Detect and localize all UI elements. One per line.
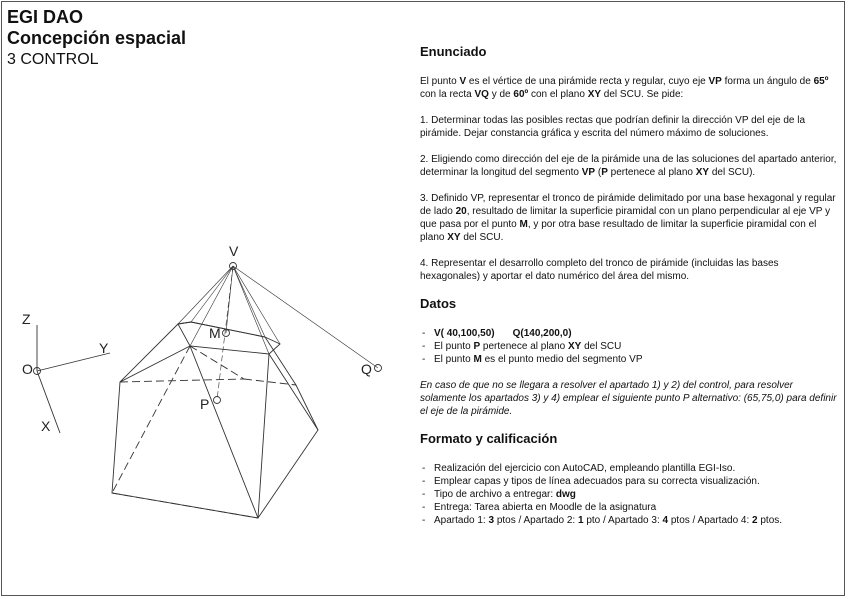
formato-item: - Tipo de archivo a entregar: dwg [420, 488, 840, 501]
apex-line-5 [233, 266, 269, 354]
formato-item: - Emplear capas y tipos de línea adecuados para su correcta visualización. [420, 475, 840, 488]
point-p-marker [214, 397, 221, 404]
enunciado-heading: Enunciado [420, 44, 487, 59]
course-title: EGI DAO [7, 7, 84, 27]
exam-title: 3 CONTROL [7, 51, 99, 68]
label-v: V [229, 243, 239, 259]
alternative-note: En caso de que no se llegara a resolver el apartado 1) y 2) del control, para resolver solamente los apartados 3) y 4) emplear el siguiente punto P alternativo: (65,75,0) para definir el eje de la pirámide. [420, 380, 837, 417]
edge-1 [120, 346, 190, 382]
face-line-1 [190, 346, 258, 518]
edge-2 [269, 354, 318, 430]
label-y: Y [99, 340, 109, 356]
apex-line-3 [233, 266, 265, 337]
label-q: Q [361, 361, 372, 377]
datos-item-p: - El punto P pertenece al plano XY del SCU [420, 340, 840, 353]
axis-vp-upper [226, 266, 233, 333]
apex-line-2 [191, 266, 233, 322]
datos-points: - V( 40,100,50) Q(140,200,0) [420, 327, 840, 340]
datos-heading: Datos [420, 296, 457, 311]
label-x: X [41, 418, 51, 434]
apex-line-1 [178, 266, 233, 324]
formato-item-grading: - Apartado 1: 3 ptos / Apartado 2: 1 pto / Apartado 3: 4 ptos / Apartado 4: 2 ptos. [420, 514, 840, 527]
label-m: M [209, 325, 221, 341]
enunciado-intro: El punto V es el vértice de una pirámide recta y regular, cuyo eje VP forma un ángulo de 65º con la recta VQ y de 60º con el plano XY del SCU. Se pide: [420, 76, 829, 100]
statement-panel [420, 44, 840, 540]
question-2: 2. Eligiendo como dirección del eje de la pirámide una de las soluciones del apartado anterior, determinar la longitud del segmento VP (P pertenece al plano XY del SCU). [420, 154, 837, 178]
face-line-2 [258, 354, 269, 518]
question-3: 3. Definido VP, representar el tronco de pirámide delimitado por una base hexagonal y regular de lado 20, resultado de limitar la superficie piramidal con un plano perpendicular al eje VP y que pasa por el punto M, y por otra base resultado de limitar la superficie piramidal con el plano XY del SCU. [420, 193, 836, 243]
formato-item: - Entrega: Tarea abierta en Moodle de la asignatura [420, 501, 840, 514]
datos-list [420, 327, 840, 366]
formato-item: - Realización del ejercicio con AutoCAD, empleando plantilla EGI-Iso. [420, 462, 840, 475]
question-1: 1. Determinar todas las posibles rectas que podrían definir la dirección VP del eje de la pirámide. Dejar constancia gráfica y escrita del número máximo de soluciones. [420, 115, 806, 139]
label-p: P [200, 396, 210, 412]
label-o: O [22, 361, 33, 377]
frustum-outline [112, 322, 318, 518]
hidden-edge-3 [120, 379, 244, 382]
topic-title: Concepción espacial [7, 28, 187, 48]
formato-list [420, 462, 840, 527]
base-hidden [112, 346, 190, 493]
label-z: Z [22, 311, 31, 327]
question-4: 4. Representar el desarrollo completo del tronco de pirámide (incluidas las bases hexagonales) y aportar el dato numérico del área del mismo. [420, 258, 779, 282]
formato-heading: Formato y calificación [420, 431, 558, 446]
top-hexagon [178, 322, 280, 354]
datos-item-m: - El punto M es el punto medio del segmento VP [420, 353, 840, 366]
